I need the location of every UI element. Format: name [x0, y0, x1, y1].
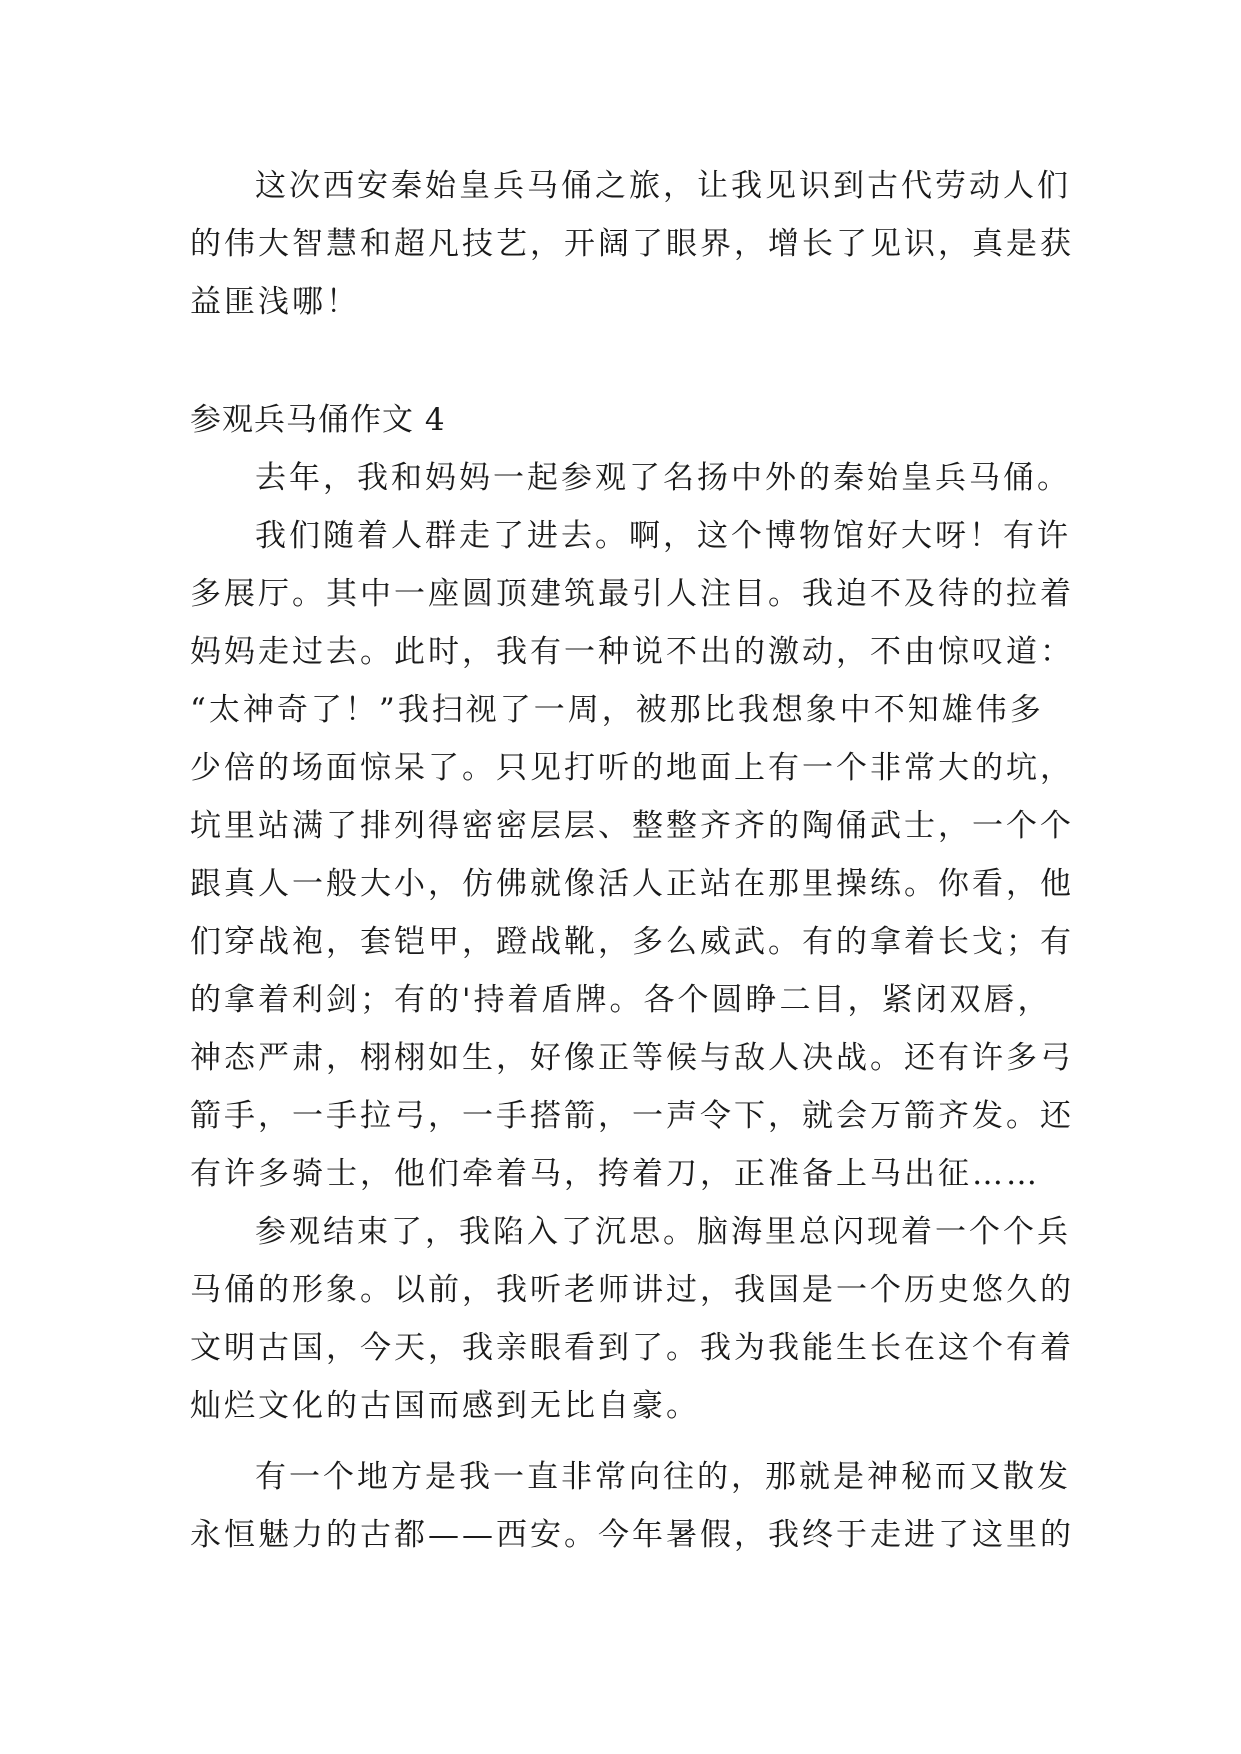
- text-line: 跟真人一般大小，仿佛就像活人正站在那里操练。你看，他: [190, 866, 1074, 902]
- text-line: 益匪浅哪！: [190, 284, 360, 320]
- text-line: 参观结束了，我陷入了沉思。脑海里总闪现着一个个兵: [255, 1214, 1071, 1250]
- text-line: 箭手，一手拉弓，一手搭箭，一声令下，就会万箭齐发。还: [190, 1098, 1074, 1134]
- text-line: 我们随着人群走了进去。啊，这个博物馆好大呀！有许: [255, 518, 1071, 554]
- text-line: 的伟大智慧和超凡技艺，开阔了眼界，增长了见识，真是获: [190, 226, 1074, 262]
- text-line: 有许多骑士，他们牵着马，挎着刀，正准备上马出征……: [190, 1156, 1040, 1192]
- text-line: 文明古国，今天，我亲眼看到了。我为我能生长在这个有着: [190, 1330, 1074, 1366]
- text-line: 的拿着利剑；有的'持着盾牌。各个圆睁二目，紧闭双唇，: [190, 982, 1052, 1018]
- text-line: 永恒魅力的古都——西安。今年暑假，我终于走进了这里的: [190, 1517, 1074, 1553]
- text-line: 马俑的形象。以前，我听老师讲过，我国是一个历史悠久的: [190, 1272, 1074, 1308]
- text-line: 们穿战袍，套铠甲，蹬战靴，多么威武。有的拿着长戈；有: [190, 924, 1074, 960]
- text-line: 神态严肃，栩栩如生，好像正等候与敌人决战。还有许多弓: [190, 1040, 1074, 1076]
- text-line: 有一个地方是我一直非常向往的，那就是神秘而又散发: [255, 1459, 1071, 1495]
- essay-title: 参观兵马俑作文 4: [190, 402, 446, 438]
- text-line: 灿烂文化的古国而感到无比自豪。: [190, 1388, 700, 1424]
- text-line: 坑里站满了排列得密密层层、整整齐齐的陶俑武士，一个个: [190, 808, 1074, 844]
- text-line: “太神奇了！”我扫视了一周，被那比我想象中不知雄伟多: [190, 692, 1044, 728]
- text-line: 去年，我和妈妈一起参观了名扬中外的秦始皇兵马俑。: [255, 460, 1071, 496]
- text-line: 妈妈走过去。此时，我有一种说不出的激动，不由惊叹道：: [190, 634, 1074, 670]
- text-line: 这次西安秦始皇兵马俑之旅，让我见识到古代劳动人们: [255, 168, 1071, 204]
- text-line: 多展厅。其中一座圆顶建筑最引人注目。我迫不及待的拉着: [190, 576, 1074, 612]
- text-line: 少倍的场面惊呆了。只见打听的地面上有一个非常大的坑，: [190, 750, 1074, 786]
